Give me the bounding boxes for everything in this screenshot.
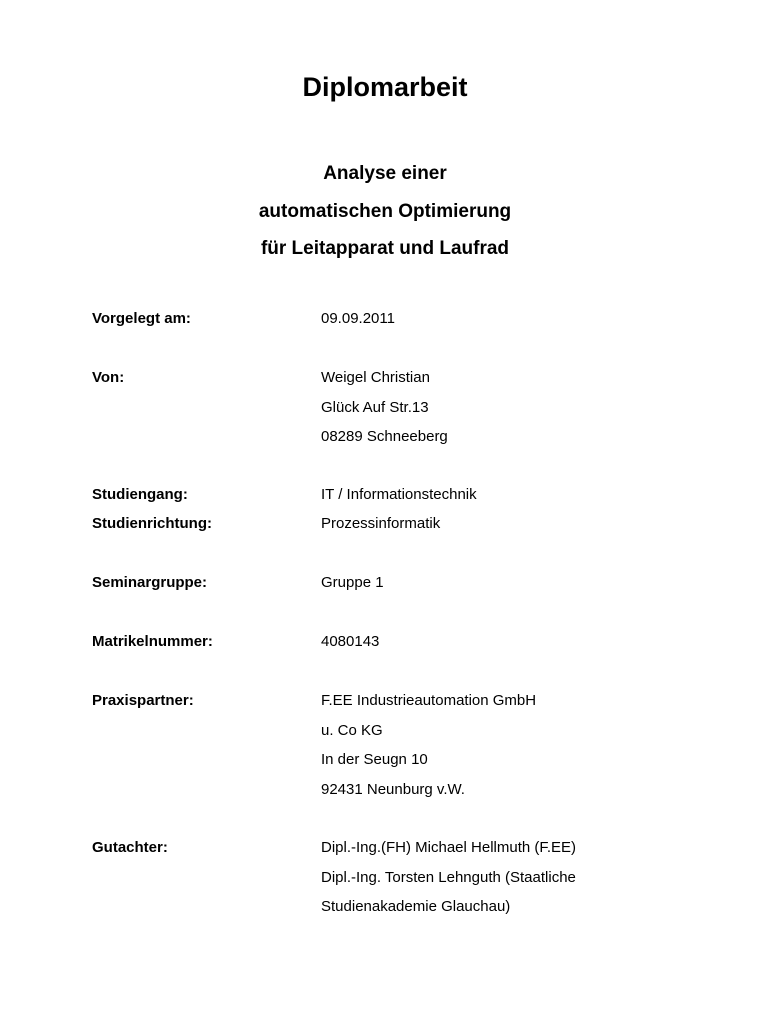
reviewer-line: Studienakademie Glauchau) [321, 898, 511, 915]
field-label: Vorgelegt am: [92, 310, 191, 327]
author-street: Glück Auf Str.13 [321, 398, 429, 416]
matriculation-number: 4080143 [321, 633, 380, 650]
specialization: Prozessinformatik [321, 515, 441, 532]
field-label: Seminargruppe: [92, 574, 208, 591]
field-label: Praxispartner: [92, 692, 194, 709]
field-label: Studienrichtung: [92, 515, 212, 532]
field-value [321, 833, 576, 922]
subtitle-line: Analyse einer [323, 163, 447, 184]
seminar-group: Gruppe 1 [321, 574, 384, 591]
author-city: 08289 Schneeberg [321, 428, 448, 445]
field-label: Matrikelnummer: [92, 633, 213, 650]
course-of-study: IT / Informationstechnik [321, 486, 477, 503]
field-value [321, 304, 395, 334]
partner-company: F.EE Industrieautomation GmbH [321, 692, 537, 709]
field-value [321, 568, 384, 598]
field-label: Studiengang: [92, 486, 188, 503]
partner-city: 92431 Neunburg v.W. [321, 780, 465, 798]
field-value [321, 509, 440, 539]
submission-date: 09.09.2011 [321, 310, 395, 327]
field-value [321, 686, 536, 804]
field-label: Gutachter: [92, 839, 168, 856]
partner-company-suffix: u. Co KG [321, 721, 383, 739]
document-title: Diplomarbeit [302, 72, 468, 102]
field-value [321, 480, 477, 510]
subtitle-line: automatischen Optimierung [258, 200, 512, 222]
reviewer-line: Dipl.-Ing.(FH) Michael Hellmuth (F.EE) [321, 839, 577, 856]
subtitle-line: für Leitapparat und Laufrad [260, 238, 510, 259]
thesis-subtitle [0, 155, 770, 268]
author-name: Weigel Christian [321, 369, 430, 386]
reviewer-line: Dipl.-Ing. Torsten Lehnguth (Staatliche [321, 868, 576, 886]
partner-street: In der Seugn 10 [321, 751, 428, 768]
field-label: Von: [92, 369, 125, 386]
field-value [321, 627, 379, 657]
field-value [321, 363, 448, 452]
